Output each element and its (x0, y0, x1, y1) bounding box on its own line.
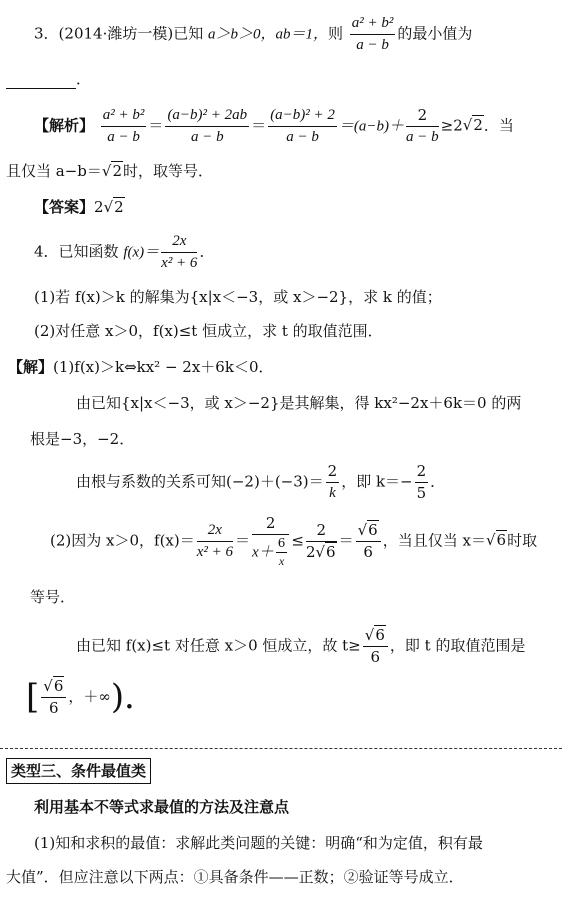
solution-line-6: 等号． (30, 588, 76, 606)
frac-den: a − b (190, 128, 224, 145)
section-title: 类型三、条件最值类 (6, 758, 151, 784)
s5-frac-3 (306, 521, 337, 562)
answer-line (34, 198, 125, 217)
frac-num: 2 (306, 521, 337, 542)
frac-num (363, 626, 388, 647)
s5-tail: 时取 (507, 531, 538, 550)
question-source: (2014·潍坊一模) (58, 24, 174, 43)
s5-pre: (2)因为 x＞0，f(x)＝ (50, 531, 195, 550)
solution-line-3: 根是−3，−2． (30, 430, 135, 448)
question-number: 4． (34, 242, 59, 261)
frac-num: 2x (197, 521, 233, 542)
analysis-label: 【解析】 (34, 116, 95, 135)
s4-frac-2 (415, 462, 429, 503)
frac-num: (a−b)² + 2ab (165, 106, 249, 127)
analysis-frac-2 (165, 106, 249, 147)
frac-den (306, 542, 337, 562)
q4-function: f(x)＝ (123, 244, 160, 261)
section-paragraph-2: 大值”．但应注意以下两点：①具备条件——正数；②验证等号成立． (6, 868, 464, 886)
sqrt-expr: √6 (315, 542, 336, 561)
analysis-line (34, 106, 514, 147)
q3-fraction (350, 14, 396, 55)
s4-post: ． (430, 472, 446, 491)
frac-num: a² + b² (101, 106, 147, 127)
q4-fraction (161, 232, 197, 273)
sqrt-radicand: 6 (53, 677, 64, 695)
q3-frac-num: a² + b² (350, 14, 396, 35)
equals-sign: ＝ (251, 116, 267, 135)
analysis-tail: ．当 (483, 116, 514, 135)
s4-frac-1 (326, 462, 340, 503)
analysis-frac-3 (268, 106, 337, 147)
sqrt-expr: √6 (357, 521, 378, 540)
frac-den: x² + 6 (161, 254, 198, 271)
frac-num: 2 (415, 462, 429, 483)
solution-line-4 (76, 462, 445, 503)
q3-line (34, 14, 472, 55)
equals-sign: ＝ (235, 531, 251, 550)
frac-den: a − b (406, 128, 439, 145)
sqrt-expr: √2 (103, 198, 124, 216)
sqrt-radicand: 2 (114, 198, 124, 216)
frac-num (41, 677, 66, 698)
s4-pre: 由根与系数的关系可知(−2)＋(−3)＝ (76, 472, 324, 491)
frac-den: x (278, 553, 285, 568)
equals-sign: ＝ (148, 116, 164, 135)
question-number: 3． (34, 24, 59, 43)
right-bracket: )． (110, 677, 159, 717)
q3-frac-den: a − b (356, 36, 389, 53)
solution-line-7 (76, 626, 525, 667)
den-part: 2 (305, 542, 316, 561)
analysis-line2-post: 时，取等号． (123, 162, 214, 180)
answer-blank (6, 74, 76, 89)
frac-num (356, 521, 381, 542)
s7-post: ，即 t 的取值范围是 (389, 636, 526, 655)
sqrt-radicand: 6 (375, 626, 385, 644)
sqrt-radicand: 6 (368, 521, 378, 540)
frac-den: a − b (286, 128, 319, 145)
q4-part-1: (1)若 f(x)＞k 的解集为{x|x＜−3，或 x＞−2}，求 k 的值； (34, 288, 442, 306)
q4-text: 已知函数 (58, 242, 124, 261)
frac-num: 2 (406, 106, 439, 127)
frac-num: (a−b)² + 2 (268, 106, 337, 127)
sqrt-expr: √6 (485, 531, 507, 550)
analysis-line2-pre: 且仅当 a−b＝ (6, 162, 102, 180)
s5-frac-1 (197, 521, 233, 562)
solution-line-5 (50, 514, 537, 569)
frac-den: 6 (49, 698, 59, 717)
q3-condition: a＞b＞0，ab＝1， (207, 26, 328, 43)
frac-num: 2 (252, 514, 289, 535)
answer-label: 【答案】 (34, 198, 95, 216)
solution-line-1 (8, 358, 273, 377)
q4-line (34, 232, 214, 273)
s7-frac (363, 626, 388, 667)
frac-den: k (329, 484, 336, 501)
analysis-frac-1 (101, 106, 147, 147)
solution-line-2: 由已知{x|x＜−3，或 x＞−2}是其解集，得 kx²−2x＋6k＝0 的两 (76, 394, 522, 412)
frac-den: 6 (363, 542, 373, 561)
solution-label: 【解】 (8, 358, 54, 376)
q3-text-b: 则 (328, 24, 344, 43)
frac-den: x² + 6 (196, 543, 234, 560)
answer-value: 2 (94, 198, 104, 216)
sqrt-radicand: 2 (112, 162, 122, 180)
left-bracket: [ (26, 677, 40, 717)
ge-expr: ≥2 (440, 116, 463, 135)
frac-den: 6 (370, 647, 381, 666)
q3-blank-line (6, 70, 91, 89)
q4-period: ． (199, 242, 215, 261)
sqrt-radicand: 6 (496, 531, 507, 550)
frac-num: 6 (276, 536, 288, 553)
q4-part-2: (2)对任意 x＞0，f(x)≤t 恒成立，求 t 的取值范围． (34, 322, 383, 340)
s8-post: ，＋∞ (68, 687, 111, 706)
s7-pre: 由已知 f(x)≤t 对任意 x＞0 恒成立，故 t≥ (76, 636, 361, 655)
analysis-expr: ＝(a−b)＋ (338, 118, 405, 135)
section-divider (0, 748, 562, 749)
section-paragraph-1: (1)知和求积的最值：求解此类问题的关键：明确“和为定值，积有最 (34, 834, 483, 852)
s5-post: ，当且仅当 x＝ (382, 531, 486, 550)
section-heading: 利用基本不等式求最值的方法及注意点 (34, 798, 290, 816)
analysis-frac-4 (406, 106, 439, 147)
den-part: x＋ (252, 544, 274, 561)
frac-num: 2x (161, 232, 197, 253)
sqrt-expr: √6 (364, 626, 385, 644)
sqrt-expr: √6 (43, 677, 64, 695)
s8-frac (41, 677, 66, 718)
solution-line-8 (26, 676, 158, 719)
analysis-line-2 (6, 162, 213, 181)
s4-mid: ，即 k＝− (341, 472, 413, 491)
frac-den (252, 535, 289, 569)
sqrt-expr: √2 (462, 116, 483, 135)
frac-den: 5 (416, 483, 427, 502)
q3-text-c: 的最小值为 (397, 24, 473, 43)
s5-frac-4 (356, 521, 381, 562)
sqrt-radicand: 2 (473, 116, 483, 135)
frac-den: a − b (107, 128, 140, 145)
q3-text-a: 已知 (173, 24, 208, 43)
le-sign: ≤ (291, 531, 304, 550)
solution-s1: (1)f(x)＞k⇔kx² − 2x＋6k＜0． (53, 358, 274, 376)
s5-frac-2 (252, 514, 289, 569)
equals-sign: ＝ (338, 531, 354, 550)
nested-frac (276, 536, 288, 569)
sqrt-radicand: 6 (326, 542, 336, 561)
q3-period: ． (76, 70, 92, 88)
frac-num: 2 (326, 462, 340, 483)
sqrt-expr: √2 (101, 162, 122, 180)
